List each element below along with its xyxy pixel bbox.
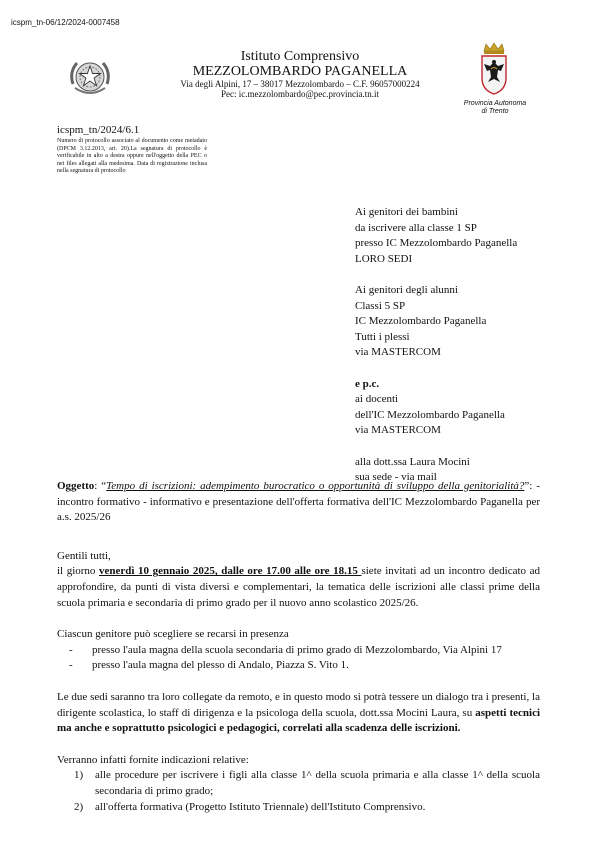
- remote-paragraph: Le due sedi saranno tra loro collegate da remoto, e in questo modo si potrà tessere un dialogo tra i presenti, la dirigente scolastica, lo staff di dirigenza e la psicologa della scuola, dott.ssa Mocini Laura, su aspetti tecnici ma anche e soprattutto psicologici e pedagogici, correlati alla scadenza delle iscrizioni.: [57, 690, 541, 735]
- recipient-line: IC Mezzolombardo Paganella: [355, 315, 487, 328]
- key-aspects: aspetti tecnici ma anche e soprattutto psicologici e pedagogici, correlati alla scadenza delle iscrizioni.: [57, 706, 541, 735]
- subject-label: Oggetto: [57, 480, 95, 492]
- location-list: [57, 643, 540, 674]
- greeting: Gentili tutti,: [57, 549, 111, 562]
- subject-title: Tempo di iscrizioni: adempimento burocratico o opportunità di sviluppo della genitorialità?: [106, 480, 525, 492]
- institute-header: [150, 49, 450, 100]
- recipient-line: dell'IC Mezzolombardo Paganella: [355, 408, 505, 421]
- recipient-line: sua sede - via mail: [355, 471, 437, 484]
- recipient-line: presso IC Mezzolombardo Paganella: [355, 237, 518, 250]
- recipient-line: Ai genitori degli alunni: [355, 283, 458, 296]
- recipient-line: LORO SEDI: [355, 252, 413, 265]
- list-item: 1) alle procedure per iscrivere i figli alla classe 1^ della scuola primaria e alla classe 1^ della scuola secondaria di primo grado;: [74, 769, 540, 797]
- italian-republic-emblem: [67, 54, 113, 100]
- list-item: - presso l'aula magna del plesso di Andalo, Piazza S. Vito 1.: [69, 659, 349, 672]
- recipient-line: alla dott.ssa Laura Mocini: [355, 455, 470, 468]
- recipient-line: Ai genitori dei bambini: [355, 206, 458, 218]
- trento-crest: [478, 42, 510, 96]
- subject-paragraph: Oggetto: “Tempo di iscrizioni: adempimento burocratico o opportunità di sviluppo della genitorialità?”: - incontro formativo - informativo e presentazione dell'offerta formativa dell'IC Mezzolombardo Paganella per a.s. 2025/26: [57, 480, 540, 524]
- recipient-line: Classi 5 SP: [355, 299, 406, 312]
- protocol-note: Numero di protocollo associato al documento come metadato (DPCM 3.12.2013, art. 20).La segnatura di protocollo è verificabile in alto a destra oppure nell'oggetto della PEC o nei files allegati alla medesima. Data di registrazione inclusa nella segnatura di protocollo: [57, 138, 207, 174]
- institute-address: Via degli Alpini, 17 – 38017 Mezzolombardo – C.F. 96057000224: [180, 78, 420, 89]
- recipient-line: via MASTERCOM: [355, 424, 441, 437]
- list-item: - presso l'aula magna della scuola secondaria di primo grado di Mezzolombardo, Via Alpini 17: [69, 643, 502, 656]
- protocol-stamp: icspm_tn-06/12/2024-0007458: [11, 18, 120, 27]
- letter-body: [57, 479, 540, 815]
- star-emblem-icon: [67, 54, 113, 100]
- pc-label: e p.c.: [355, 377, 380, 390]
- institute-pec: Pec: ic.mezzolombardo@pec.provincia.tn.it: [221, 88, 379, 99]
- list-item: 2) all'offerta formativa (Progetto Istituto Triennale) dell'Istituto Comprensivo.: [74, 800, 426, 813]
- recipients-block: [355, 205, 517, 486]
- institute-type: Istituto Comprensivo: [240, 49, 360, 64]
- choice-paragraph: Ciascun genitore può scegliere se recarsi in presenza: [57, 628, 289, 641]
- event-date: venerdì 10 gennaio 2025, dalle ore 17.00 alle ore 18.15: [99, 565, 362, 578]
- recipient-line: da iscrivere alla classe 1 SP: [355, 221, 477, 234]
- topics-intro: Verranno infatti fornite indicazioni relative:: [57, 753, 249, 766]
- invitation-paragraph: il giorno venerdì 10 gennaio 2025, dalle ore 17.00 alle ore 18.15 siete invitati ad un incontro dedicato ad approfondire, da punti di vista diversi e complementari, la tematica delle iscrizioni alle classi prime della scuola primaria e secondaria di primo grado per il nuovo anno scolastico 2025/26.: [57, 565, 540, 609]
- recipient-line: ai docenti: [355, 393, 399, 406]
- recipient-line: via MASTERCOM: [355, 346, 441, 359]
- recipient-line: Tutti i plessi: [355, 330, 410, 343]
- institute-name: MEZZOLOMBARDO PAGANELLA: [192, 64, 408, 80]
- province-label: Provincia Autonoma di Trento: [463, 100, 527, 116]
- eagle-crest-icon: [478, 42, 510, 96]
- topics-list: [57, 768, 540, 815]
- protocol-code: icspm_tn/2024/6.1: [57, 124, 140, 136]
